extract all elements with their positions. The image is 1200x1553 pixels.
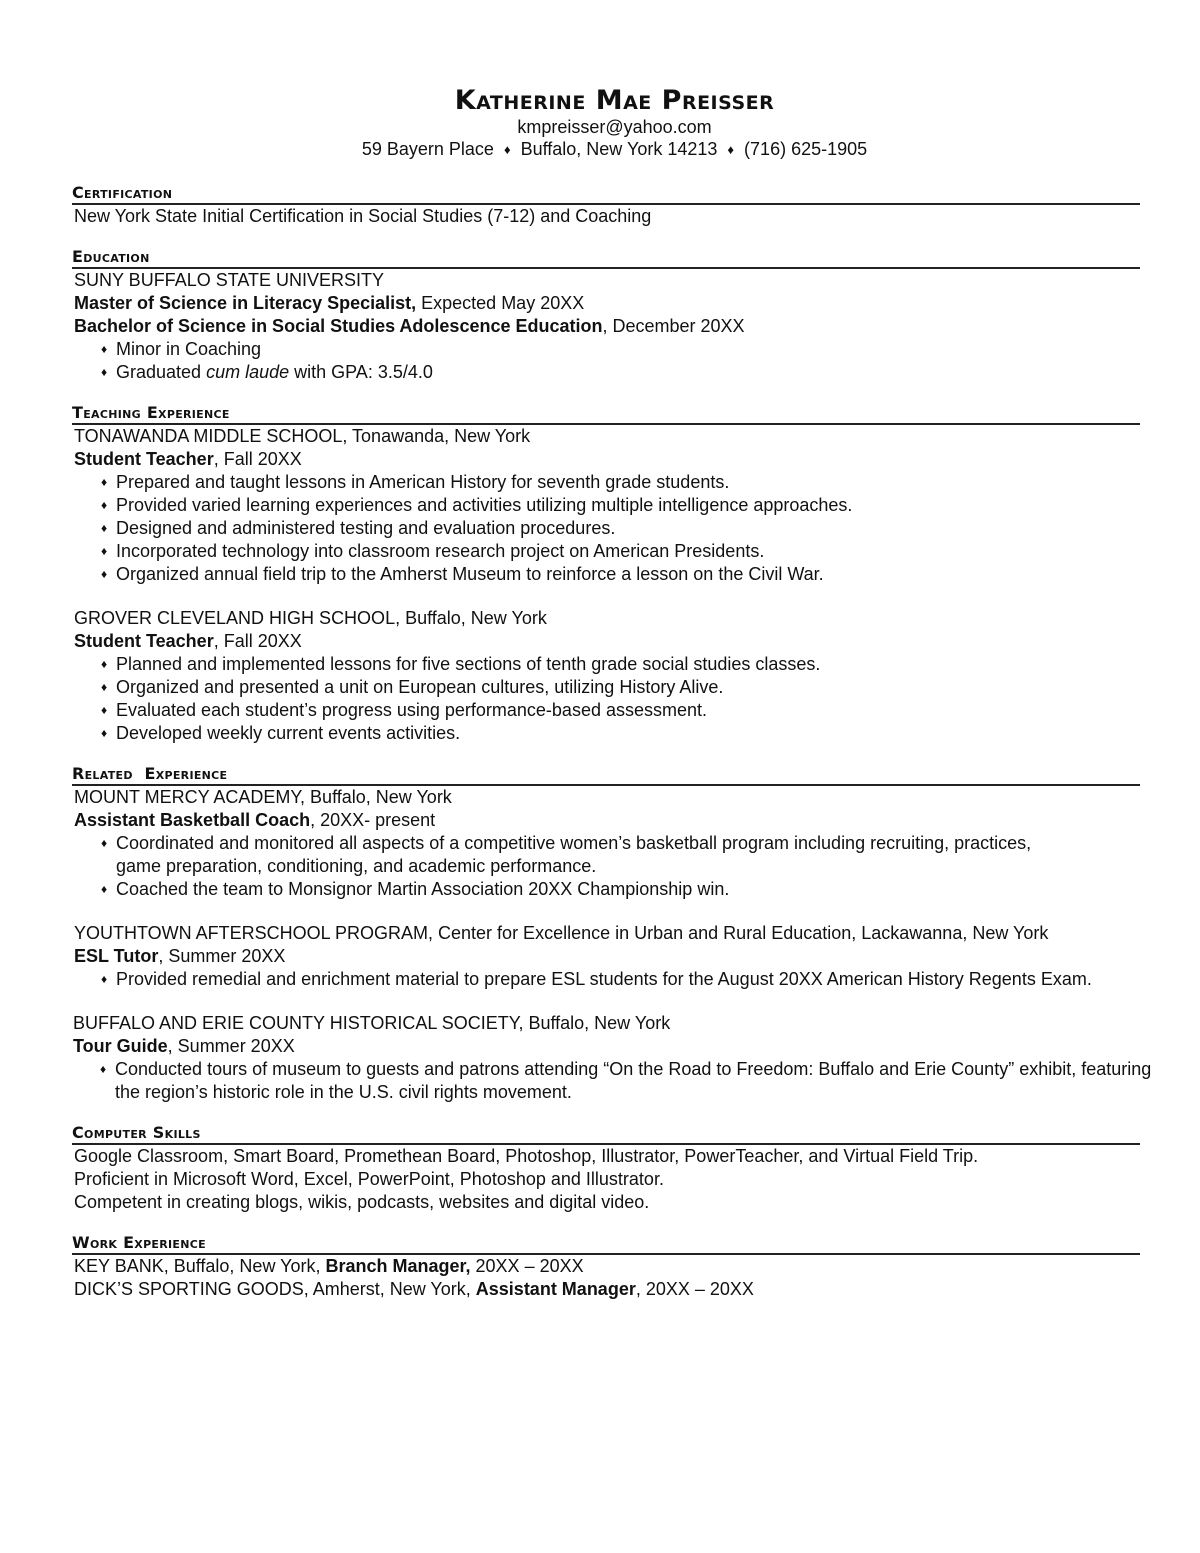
job-organization: TONAWANDA MIDDLE SCHOOL, Tonawanda, New York: [74, 426, 531, 446]
job-role-line: [74, 945, 1140, 968]
job-role-line: [73, 1035, 1140, 1058]
section-computer-skills: [74, 1124, 1140, 1214]
diamond-bullet-icon: ♦: [101, 680, 108, 694]
job-bullets: [74, 653, 1140, 745]
resume-page: [72, 85, 1152, 1301]
diamond-bullet-icon: ♦: [101, 498, 108, 512]
job-role-line: [74, 630, 1140, 653]
work-entry: KEY BANK, Buffalo, New York, Branch Manager, 20XX – 20XX: [74, 1256, 584, 1276]
degree-date: , December 20XX: [602, 316, 745, 336]
job-role: Student Teacher: [74, 449, 214, 469]
section-heading-skills: Computer Skills: [72, 1124, 1140, 1145]
bullet-item: ♦ Incorporated technology into classroom research project on American Presidents.: [101, 541, 765, 561]
job-entry: [74, 786, 1140, 901]
degree-date: Expected May 20XX: [416, 293, 585, 313]
section-work-experience: [74, 1234, 1140, 1301]
applicant-name: Katherine Mae Preisser: [454, 85, 775, 116]
degree-bachelors: [74, 315, 1140, 338]
diamond-bullet-icon: ♦: [101, 726, 108, 740]
diamond-bullet-icon: ♦: [101, 521, 108, 535]
job-role: Branch Manager,: [325, 1256, 471, 1276]
section-related-experience: [72, 764, 1152, 1104]
address-line: [89, 138, 1140, 162]
section-heading-certification: Certification: [72, 184, 1140, 205]
job-entry: [73, 1012, 1152, 1104]
skills-line: Google Classroom, Smart Board, Promethean Board, Photoshop, Illustrator, PowerTeacher, and Virtual Field Trip.: [74, 1146, 979, 1166]
bullet-item: ♦ Evaluated each student’s progress using performance-based assessment.: [101, 700, 708, 720]
diamond-bullet-icon: ♦: [101, 342, 108, 356]
job-organization: YOUTHTOWN AFTERSCHOOL PROGRAM, Center for Excellence in Urban and Rural Education, Lackawanna, New York: [74, 923, 1049, 943]
diamond-bullet-icon: ♦: [101, 836, 108, 850]
job-date: , Summer 20XX: [167, 1036, 295, 1056]
email-line: [89, 116, 1140, 138]
diamond-bullet-icon: ♦: [101, 475, 108, 489]
job-organization: GROVER CLEVELAND HIGH SCHOOL, Buffalo, New York: [74, 608, 547, 628]
section-heading-work: Work Experience: [72, 1234, 1140, 1255]
bullet-item: ♦ Graduated cum laude with GPA: 3.5/4.0: [101, 362, 433, 382]
job-bullets: [74, 471, 1140, 586]
bullet-item: ♦ Prepared and taught lessons in American History for seventh grade students.: [101, 472, 730, 492]
bullet-item: ♦ Developed weekly current events activities.: [101, 723, 461, 743]
bullet-item: ♦ Provided varied learning experiences and activities utilizing multiple intelligence approaches.: [101, 495, 853, 515]
city-state-zip: Buffalo, New York 14213: [520, 139, 718, 159]
bullet-item: ♦ Organized and presented a unit on European cultures, utilizing History Alive.: [101, 677, 724, 697]
diamond-bullet-icon: ♦: [101, 544, 108, 558]
job-entry: [74, 607, 1140, 745]
degree-masters: [74, 292, 1140, 315]
skills-line: Proficient in Microsoft Word, Excel, PowerPoint, Photoshop and Illustrator.: [74, 1169, 664, 1189]
education-bullets: [74, 338, 1140, 384]
diamond-bullet-icon: ♦: [101, 703, 108, 717]
bullet-item: ♦ Organized annual field trip to the Amherst Museum to reinforce a lesson on the Civil War.: [101, 564, 824, 584]
email: kmpreisser@yahoo.com: [517, 117, 712, 137]
phone-number: (716) 625-1905: [744, 139, 868, 159]
school-name: SUNY BUFFALO STATE UNIVERSITY: [74, 270, 385, 290]
bullet-item: ♦ Coordinated and monitored all aspects of a competitive women’s basketball program including recruiting, practices, game preparation, conditioning, and academic performance.: [101, 833, 1032, 876]
job-bullets: [74, 968, 1140, 991]
section-teaching-experience: [74, 404, 1140, 745]
certification-text: New York State Initial Certification in Social Studies (7-12) and Coaching: [74, 206, 652, 226]
diamond-bullet-icon: ♦: [503, 142, 511, 157]
job-date: , 20XX- present: [310, 810, 436, 830]
work-entry: DICK’S SPORTING GOODS, Amherst, New York, Assistant Manager, 20XX – 20XX: [74, 1279, 754, 1299]
resume-header: [74, 86, 1140, 162]
job-role: Assistant Manager: [475, 1279, 636, 1299]
diamond-bullet-icon: ♦: [101, 882, 108, 896]
bullet-item: ♦ Conducted tours of museum to guests and patrons attending “On the Road to Freedom: Buffalo and Erie County” exhibit, featuring the region’s historic role in the U.S. civil rights movement.: [100, 1059, 1152, 1102]
street-address: 59 Bayern Place: [361, 139, 494, 159]
job-role: Tour Guide: [73, 1036, 168, 1056]
section-education: [74, 248, 1140, 384]
diamond-bullet-icon: ♦: [100, 1062, 107, 1076]
job-bullets: [73, 1058, 1152, 1104]
job-role: Assistant Basketball Coach: [74, 810, 311, 830]
job-role: Student Teacher: [74, 631, 214, 651]
section-heading-teaching: Teaching Experience: [72, 404, 1140, 425]
bullet-item: ♦ Planned and implemented lessons for five sections of tenth grade social studies classes.: [101, 654, 821, 674]
degree-title: Master of Science in Literacy Specialist,: [74, 293, 417, 313]
job-role-line: [74, 809, 1140, 832]
job-role-line: [74, 448, 1140, 471]
bullet-item: ♦ Designed and administered testing and evaluation procedures.: [101, 518, 616, 538]
job-date: , Summer 20XX: [158, 946, 286, 966]
job-date: , Fall 20XX: [213, 449, 302, 469]
job-organization: BUFFALO AND ERIE COUNTY HISTORICAL SOCIETY, Buffalo, New York: [73, 1013, 671, 1033]
section-certification: [74, 184, 1140, 228]
bullet-item: ♦ Minor in Coaching: [101, 339, 262, 359]
job-date: , Fall 20XX: [213, 631, 302, 651]
bullet-item: ♦ Provided remedial and enrichment material to prepare ESL students for the August 20XX American History Regents Exam.: [101, 969, 1092, 989]
diamond-bullet-icon: ♦: [101, 365, 108, 379]
diamond-bullet-icon: ♦: [101, 972, 108, 986]
diamond-bullet-icon: ♦: [101, 657, 108, 671]
bullet-item: ♦ Coached the team to Monsignor Martin Association 20XX Championship win.: [101, 879, 730, 899]
degree-title: Bachelor of Science in Social Studies Adolescence Education: [74, 316, 603, 336]
diamond-bullet-icon: ♦: [101, 567, 108, 581]
section-heading-education: Education: [72, 248, 1140, 269]
skills-line: Competent in creating blogs, wikis, podcasts, websites and digital video.: [74, 1192, 650, 1212]
section-heading-related: Related Experience: [72, 765, 1140, 786]
diamond-bullet-icon: ♦: [727, 142, 735, 157]
job-organization: MOUNT MERCY ACADEMY, Buffalo, New York: [74, 787, 452, 807]
job-entry: [74, 922, 1140, 991]
job-bullets: [74, 832, 1140, 901]
job-entry: [74, 425, 1140, 586]
job-role: ESL Tutor: [74, 946, 159, 966]
